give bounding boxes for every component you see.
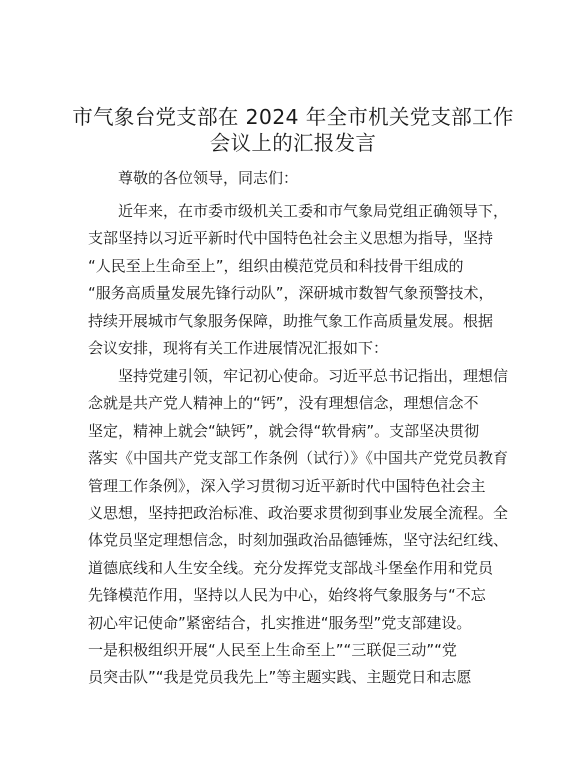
paragraph-line: 义思想，坚持把政治标准、政治要求贯彻到事业发展全流程。全 xyxy=(88,503,509,522)
paragraph-line: 管理工作条例》，深入学习贯彻习近平新时代中国特色社会主 xyxy=(88,476,486,495)
paragraph-line: 持续开展城市气象服务保障，助推气象工作高质量发展。根据 xyxy=(88,311,494,330)
paragraph-line: 念就是共产党人精神上的“钙”，没有理想信念，理想信念不 xyxy=(88,394,479,413)
salutation: 尊敬的各位领导，同志们： xyxy=(118,169,299,187)
title-line-2: 会议上的汇报发言 xyxy=(209,131,377,155)
paragraph-line: 一是积极组织开展“人民至上生命至上”“三联促三动”“党 xyxy=(88,640,457,659)
paragraph-line: 会议安排，现将有关工作进展情况汇报如下： xyxy=(88,338,389,357)
paragraph-line: 体党员坚定理想信念，时刻加强政治品德锤炼，坚守法纪红线、 xyxy=(88,531,509,550)
paragraph-party-building xyxy=(88,363,509,692)
paragraph-line: 支部坚持以习近平新时代中国特色社会主义思想为指导，坚持 xyxy=(88,229,494,248)
paragraph-line: 员突击队”“我是党员我先上”等主题实践、主题党日和志愿 xyxy=(88,668,472,687)
paragraph-line: 近年来，在市委市级机关工委和市气象局党组正确领导下， xyxy=(118,202,509,220)
paragraph-line: 坚定，精神上就会“缺钙”，就会得“软骨病”。支部坚决贯彻 xyxy=(88,421,480,440)
paragraph-line: 道德底线和人生安全线。充分发挥党支部战斗堡垒作用和党员 xyxy=(88,558,494,577)
paragraph-line: 先锋模范作用，坚持以人民为中心，始终将气象服务与“不忘 xyxy=(88,586,486,605)
paragraph-line: “服务高质量发展先锋行动队”，深研城市数智气象预警技术， xyxy=(88,284,494,303)
paragraph-intro xyxy=(88,198,509,362)
title-line-1: 市气象台党支部在 2024 年全市机关党支部工作 xyxy=(72,105,514,129)
paragraph-line: 落实《中国共产党支部工作条例（试行）》《中国共产党党员教育 xyxy=(88,449,509,468)
paragraph-line: 坚持党建引领，牢记初心使命。习近平总书记指出，理想信 xyxy=(118,367,509,385)
paragraph-line: “人民至上生命至上”，组织由模范党员和科技骨干组成的 xyxy=(88,256,464,275)
document-title xyxy=(60,104,526,156)
paragraph-line: 初心牢记使命”紧密结合，扎实推进“服务型”党支部建设。 xyxy=(88,613,472,632)
